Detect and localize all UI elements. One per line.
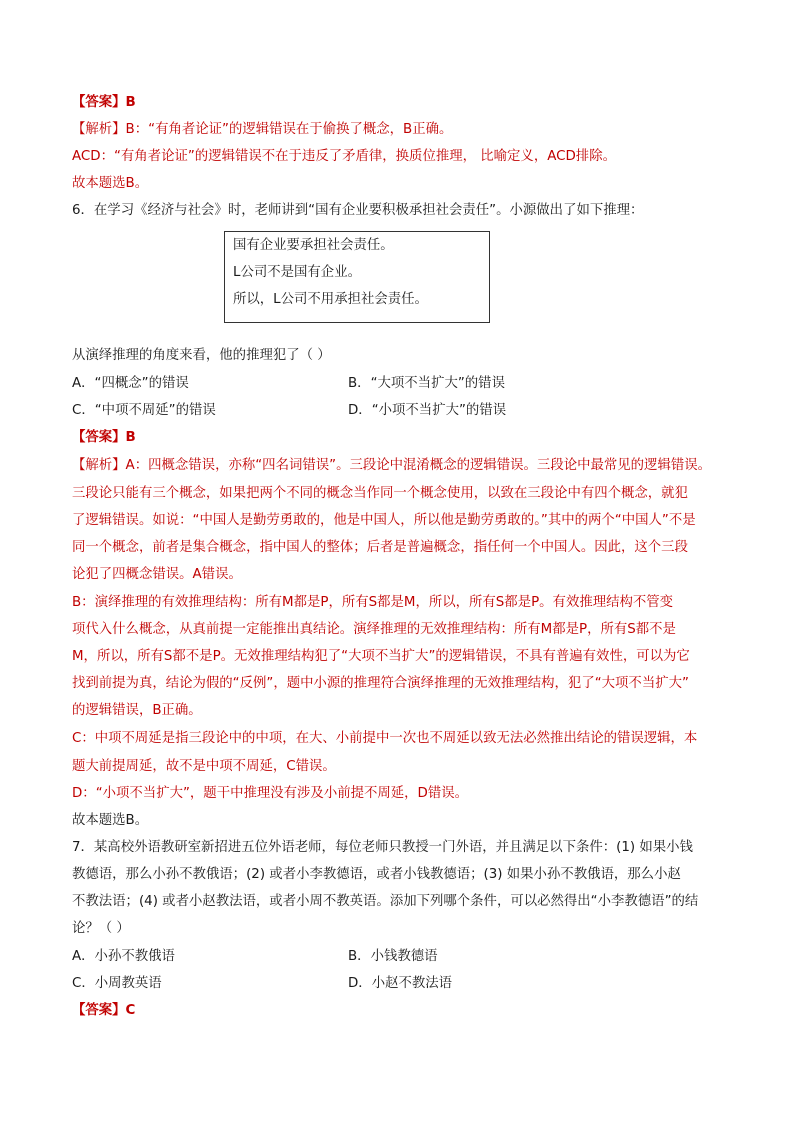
q5-analysis: 【解析】B：“有角者论证”的逻辑错误在于偷换了概念，B正确。	[72, 122, 453, 137]
q7-answer: 【答案】C	[72, 1003, 136, 1018]
q7-stem-3: 不教法语；(4) 或者小赵教法语，或者小周不教英语。添加下列哪个条件，可以必然得出“小李教德语”的结	[72, 894, 699, 909]
q6-analysis-b-5: 的逻辑错误，B正确。	[72, 703, 202, 718]
q7-option-c: C．小周教英语	[72, 976, 162, 991]
q6-option-a: A．“四概念”的错误	[72, 376, 189, 391]
q5-analysis-acd: ACD：“有角者论证”的逻辑错误不在于违反了矛盾律，换质位推理， 比喻定义，ACD排除。	[72, 149, 616, 164]
q7-stem-1: 7．某高校外语教研室新招进五位外语老师，每位老师只教授一门外语，并且满足以下条件：(1) 如果小钱	[72, 840, 693, 855]
q6-answer: 【答案】B	[72, 430, 136, 445]
q6-analysis-a-5: 论犯了四概念错误。A错误。	[72, 567, 242, 582]
q7-option-d: D．小赵不教法语	[348, 976, 453, 991]
q7-option-b: B．小钱教德语	[348, 949, 438, 964]
q6-analysis-a-4: 同一个概念，前者是集合概念，指中国人的整体；后者是普遍概念，指任何一个中国人。因此，这个三段	[72, 540, 688, 555]
q6-analysis-a-1: 【解析】A：四概念错误，亦称“四名词错误”。三段论中混淆概念的逻辑错误。三段论中最常见的逻辑错误。	[72, 458, 711, 473]
q7-option-a: A．小孙不教俄语	[72, 949, 175, 964]
q7-stem-2: 教德语，那么小孙不教俄语；(2) 或者小李教德语，或者小钱教德语；(3) 如果小孙不教俄语，那么小赵	[72, 867, 681, 882]
q6-analysis-d: D：“小项不当扩大”，题干中推理没有涉及小前提不周延，D错误。	[72, 786, 469, 801]
q5-answer: 【答案】B	[72, 95, 136, 110]
q6-box-line-2: L公司不是国有企业。	[233, 265, 361, 280]
q6-option-b: B．“大项不当扩大”的错误	[348, 376, 505, 391]
q6-box-line-3: 所以，L公司不用承担社会责任。	[233, 292, 428, 307]
q6-analysis-b-3: M，所以，所有S都不是P。无效推理结构犯了“大项不当扩大”的逻辑错误，不具有普遍有效性，可以为它	[72, 649, 690, 664]
q6-conclusion: 故本题选B。	[72, 813, 149, 828]
q6-stem: 6．在学习《经济与社会》时，老师讲到“国有企业要积极承担社会责任”。小源做出了如下推理：	[72, 203, 644, 218]
q6-analysis-b-1: B：演绎推理的有效推理结构：所有M都是P，所有S都是M，所以，所有S都是P。有效推理结构不管变	[72, 595, 674, 610]
q5-conclusion: 故本题选B。	[72, 176, 149, 191]
q6-question: 从演绎推理的角度来看，他的推理犯了（ ）	[72, 348, 331, 363]
q6-analysis-a-2: 三段论只能有三个概念，如果把两个不同的概念当作同一个概念使用，以致在三段论中有四个概念，就犯	[72, 486, 688, 501]
q6-analysis-c-1: C：中项不周延是指三段论中的中项，在大、小前提中一次也不周延以致无法必然推出结论的错误逻辑，本	[72, 731, 698, 746]
q6-option-c: C．“中项不周延”的错误	[72, 403, 216, 418]
q6-analysis-b-2: 项代入什么概念，从真前提一定能推出真结论。演绎推理的无效推理结构：所有M都是P，所有S都不是	[72, 622, 676, 637]
q7-stem-4: 论？（ ）	[72, 921, 130, 936]
q6-analysis-a-3: 了逻辑错误。如说：“中国人是勤劳勇敢的，他是中国人，所以他是勤劳勇敢的。”其中的两个“中国人”不是	[72, 513, 696, 528]
q6-reasoning-box	[224, 231, 490, 323]
q6-option-d: D．“小项不当扩大”的错误	[348, 403, 507, 418]
q6-box-line-1: 国有企业要承担社会责任。	[233, 238, 394, 253]
q6-analysis-c-2: 题大前提周延，故不是中项不周延，C错误。	[72, 759, 336, 774]
q6-analysis-b-4: 找到前提为真，结论为假的“反例”，题中小源的推理符合演绎推理的无效推理结构，犯了“大项不当扩大”	[72, 676, 689, 691]
